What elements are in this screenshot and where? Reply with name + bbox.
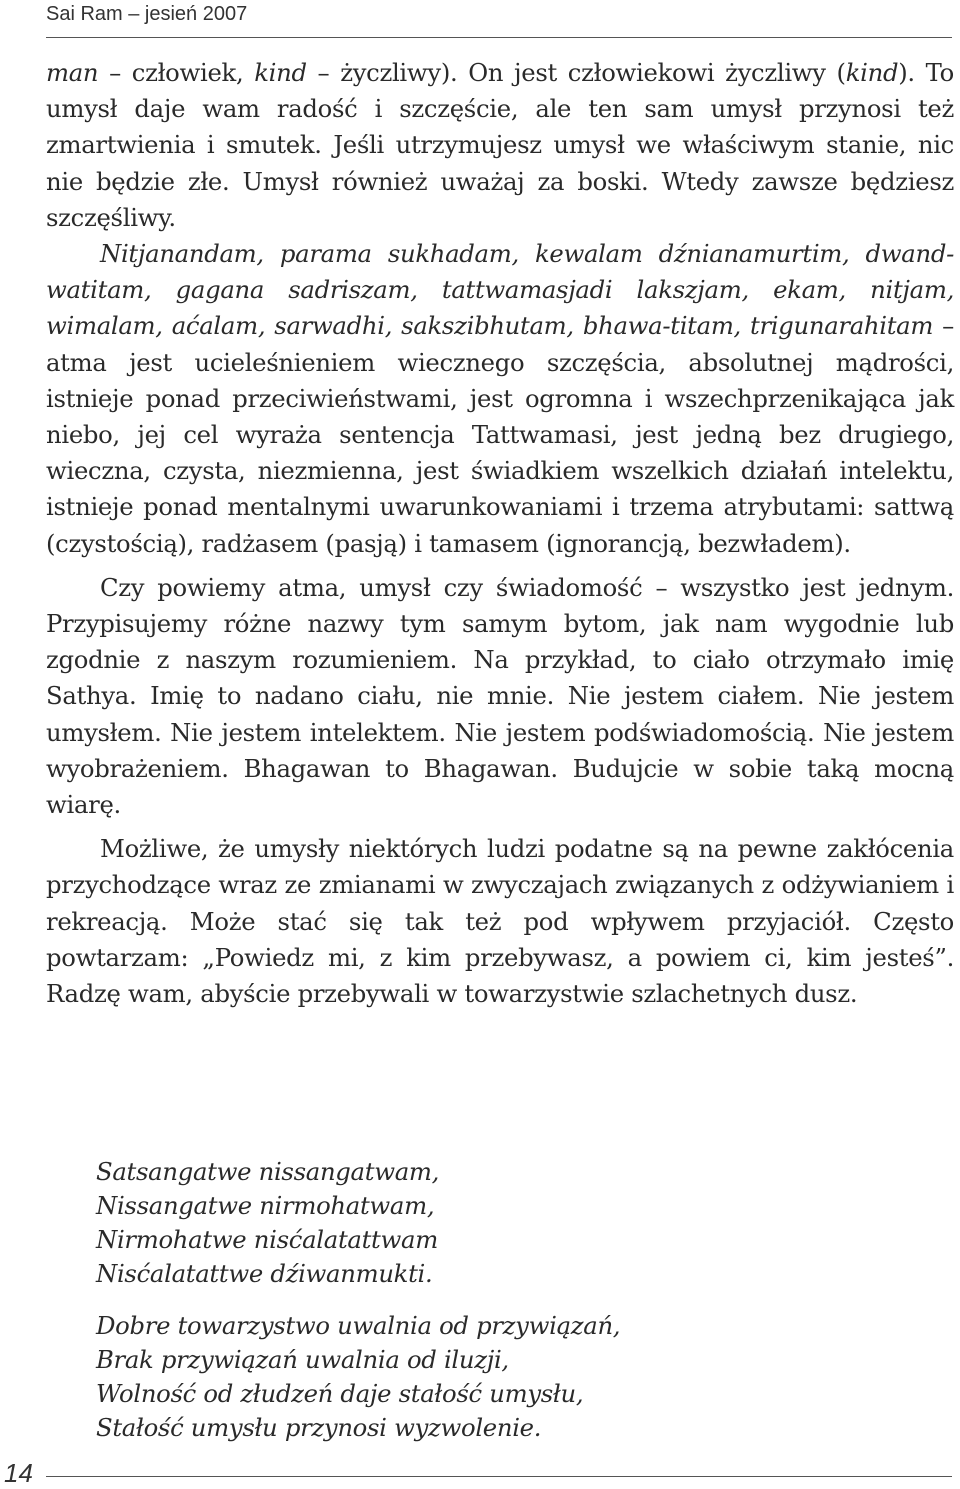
text-span: – człowiek, — [98, 58, 255, 87]
verse-line: Wolność od złudzeń daje stałość umysłu, — [96, 1379, 584, 1408]
verse-line: Brak przywiązań uwalnia od iluzji, — [96, 1345, 509, 1374]
term-man: man — [46, 58, 99, 87]
paragraph-1 — [46, 55, 954, 236]
text-span: – życzliwy). On jest człowiekowi życzliwy ( — [306, 58, 846, 87]
footer-divider — [46, 1476, 952, 1477]
term-kind: kind — [254, 58, 307, 87]
translated-verse — [96, 1309, 936, 1445]
verse-line: Nirmohatwe nisćalatattwam — [96, 1225, 438, 1254]
page-number: 14 — [4, 1458, 33, 1488]
term-kind: kind — [845, 58, 899, 87]
article-body — [46, 55, 954, 1012]
text-span: ). To umysł daje wam radość i szczęście, ale ten sam umysł przynosi też zmartwienia i smutek. Jeśli utrzymujesz umysł we właściwym stanie, nic nie będzie złe. Umysł również uważaj za boski. Wtedy zawsze będziesz szczęśliwy. — [46, 58, 955, 232]
verse-line: Dobre towarzystwo uwalnia od przywiązań, — [96, 1311, 621, 1340]
paragraph-2 — [46, 236, 954, 562]
verse-line: Stałość umysłu przynosi wyzwolenie. — [96, 1413, 542, 1442]
text-span: – atma jest ucieleśnieniem wiecznego szczęścia, absolutnej mądrości, istnieje ponad przeciwieństwami, jest ogromna i wszechprzenikająca jak niebo, jej cel wyraża sentencja Tattwamasi, jest jedną bez drugiego, wieczna, czysta, niezmienna, jest świadkiem wszelkich działań intelektu, istnieje ponad mentalnymi uwarunkowaniami i trzema atrybutami: sattwą (czystością), radżasem (pasją) i tamasem (ignorancją, bezwładem). — [46, 311, 954, 558]
running-header: Sai Ram – jesień 2007 — [46, 3, 248, 25]
sanskrit-verse-inline: Nitjanandam, parama sukhadam, kewalam dźnianamurtim, dwand-watitam, gagana sadriszam, tattwamasjadi lakszjam, ekam, nitjam, wimalam, aćalam, sarwadhi, sakszibhutam, bhawa-titam, trigunarahitam — [46, 239, 954, 341]
verse-line: Satsangatwe nissangatwam, — [96, 1157, 440, 1186]
sanskrit-verse — [96, 1155, 936, 1291]
verse-line: Nissangatwe nirmohatwam, — [96, 1191, 435, 1220]
paragraph-4: Możliwe, że umysły niektórych ludzi podatne są na pewne zakłócenia przychodzące wraz ze zmianami w zwyczajach związanych z odżywianiem i rekreacją. Może stać się tak też pod wpływem przyjaciół. Często powtarzam: „Powiedz mi, z kim przebywasz, a powiem ci, kim jesteś”. Radzę wam, abyście przebywali w towarzystwie szlachetnych dusz. — [46, 834, 954, 1009]
paragraph-3: Czy powiemy atma, umysł czy świadomość – wszystko jest jednym. Przypisujemy różne nazwy tym samym bytom, jak nam wygodnie lub zgodnie z naszym rozumieniem. Na przykład, to ciało otrzymało imię Sathya. Imię to nadano ciału, nie mnie. Nie jestem ciałem. Nie jestem umysłem. Nie jestem intelektem. Nie jestem podświadomością. Nie jestem wyobrażeniem. Bhagawan to Bhagawan. Budujcie w sobie taką mocną wiarę. — [46, 572, 954, 820]
header-divider — [46, 37, 952, 38]
verse-line: Nisćalatattwe dźiwanmukti. — [96, 1259, 433, 1288]
